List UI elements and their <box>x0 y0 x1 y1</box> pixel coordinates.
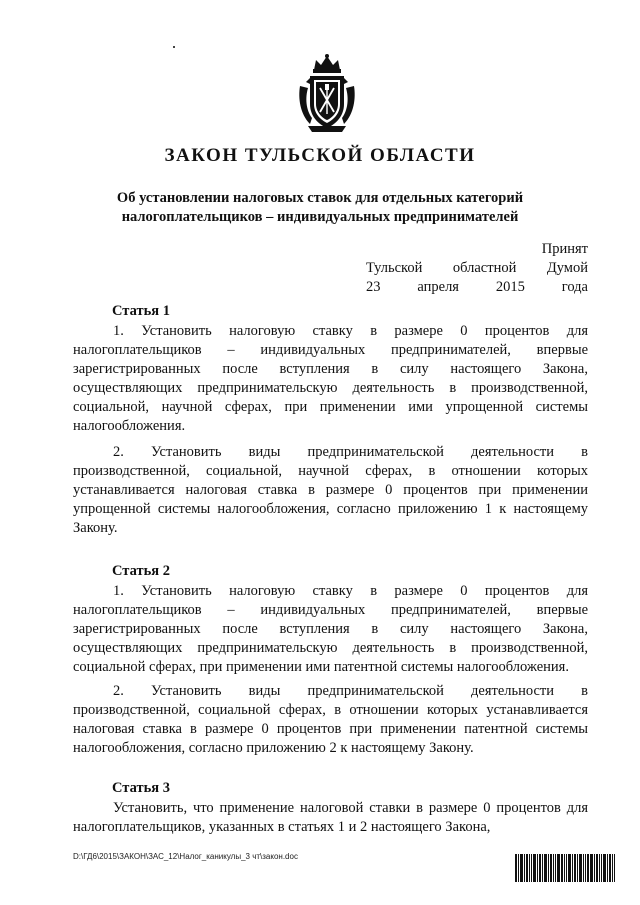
article-3-title: Статья 3 <box>112 780 170 796</box>
file-path-footer: D:\ГД6\2015\ЗАКОН\ЗАС_12\Налог_каникулы_3 чт\закон.doc <box>73 852 298 861</box>
adopted-org-word-1: Тульской <box>366 260 423 276</box>
adopted-year-word: года <box>561 279 588 295</box>
article-3-paragraph-1: Установить, что применение налоговой ставки в размере 0 процентов для налогоплательщиков, указанных в статьях 1 и 2 настоящего Закона, <box>73 800 588 835</box>
adopted-org-word-3: Думой <box>546 260 588 276</box>
scan-speck <box>173 46 175 48</box>
subtitle-line-1: Об установлении налоговых ставок для отдельных категорий <box>116 190 524 206</box>
barcode-icon <box>515 854 615 882</box>
adoption-block <box>366 240 588 297</box>
adopted-org-word-2: областной <box>452 260 517 276</box>
adopted-month: апреля <box>417 279 459 295</box>
article-2-title: Статья 2 <box>112 563 170 579</box>
adopted-year: 2015 <box>495 279 525 295</box>
law-subtitle <box>60 189 580 227</box>
adopted-label: Принят <box>541 241 588 257</box>
adopted-by-row <box>366 259 588 278</box>
article-2-paragraph-2: 2. Установить виды предпринимательской деятельности в производственной, социальной сферах, в отношении которых устанавливается налоговая ставка в размере 0 процентов при применении патентной системы налогообложения, согласно приложению 2 к настоящему Закону. <box>73 683 588 756</box>
adopted-date-row <box>366 278 588 297</box>
article-1-paragraph-2: 2. Установить виды предпринимательской деятельности в производственной, социальной, научной сферах, в отношении которых устанавливается налоговая ставка в размере 0 процентов при применении упрощенной системы налогообложения, согласно приложению 1 к настоящему Закону. <box>73 444 588 536</box>
article-2-paragraph-1: 1. Установить налоговую ставку в размере 0 процентов для налогоплательщиков – индивидуальных предпринимателей, впервые зарегистрированных после вступления в силу настоящего Закона, осуществляющих предпринимательскую деятельность в производственной, социальной сферах, при применении ими патентной системы налогообложения. <box>73 583 588 675</box>
adopted-day: 23 <box>366 279 381 295</box>
law-title: ЗАКОН ТУЛЬСКОЙ ОБЛАСТИ <box>164 145 476 166</box>
article-1-title: Статья 1 <box>112 303 170 319</box>
tula-coat-of-arms-icon <box>296 52 358 134</box>
article-1-paragraph-1: 1. Установить налоговую ставку в размере 0 процентов для налогоплательщиков – индивидуальных предпринимателей, впервые зарегистрированных после вступления в силу настоящего Закона, осуществляющих предпринимательскую деятельность в производственной, социальной, научной сферах, при применении ими упрощенной системы налогообложения. <box>73 323 588 434</box>
subtitle-line-2: налогоплательщиков – индивидуальных предпринимателей <box>121 209 519 225</box>
